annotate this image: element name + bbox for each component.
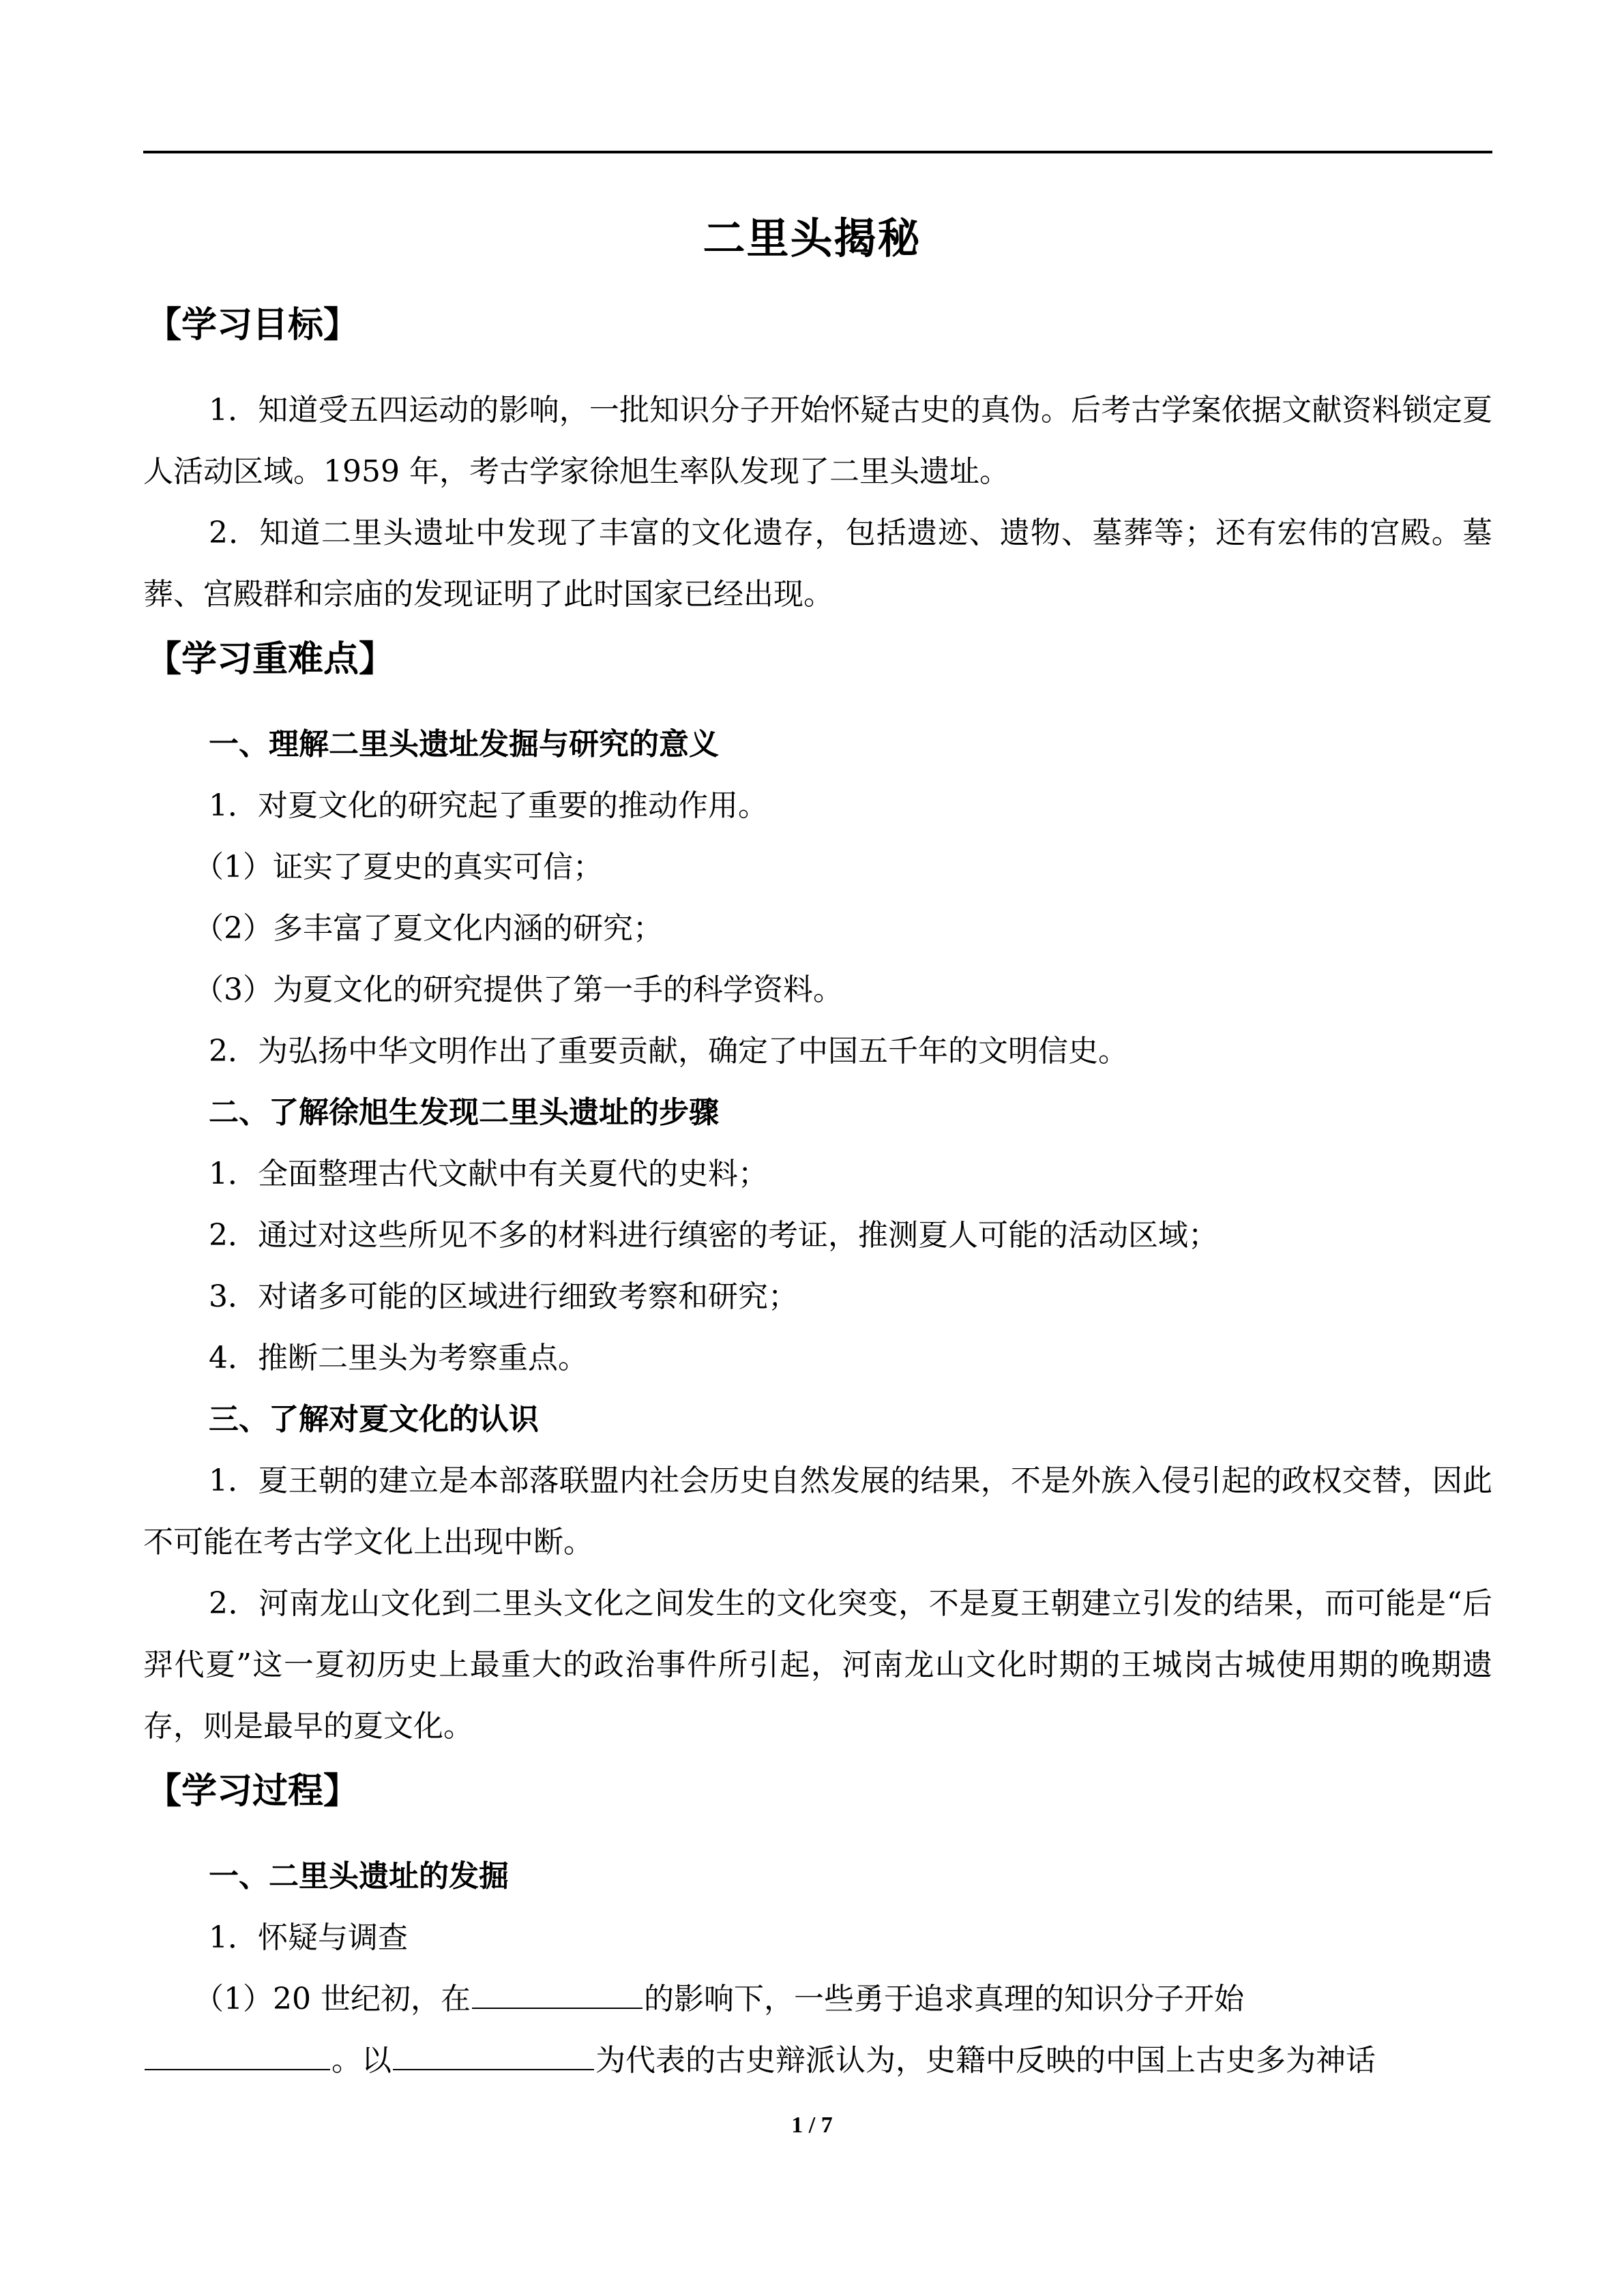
key-point-2-line-2: 2．通过对这些所见不多的材料进行缜密的考证，推测夏人可能的活动区域； — [209, 1218, 1218, 1253]
key-point-3-paragraph-1: 1．夏王朝的建立是本部落联盟内社会历史自然发展的结果，不是外族入侵引起的政权交替，因此不可能在考古学文化上出现中断。 — [143, 1463, 1492, 1560]
section-heading-key-points: 【学习重难点】 — [146, 638, 395, 680]
key-point-subheading-3: 三、了解对夏文化的认识 — [209, 1402, 539, 1437]
fill-text-1a: （1）20 世纪初，在 — [194, 1982, 471, 2016]
key-point-2-line-4: 4．推断二里头为考察重点。 — [209, 1341, 588, 1375]
objective-paragraph-2: 2．知道二里头遗址中发现了丰富的文化遗存，包括遗迹、遗物、墓葬等；还有宏伟的宫殿。墓葬、宫殿群和宗庙的发现证明了此时国家已经出现。 — [143, 516, 1492, 612]
key-point-subheading-1: 一、理解二里头遗址发掘与研究的意义 — [209, 727, 719, 762]
fill-blank-1[interactable] — [472, 1975, 643, 2009]
process-fill-line-1 — [143, 1969, 1492, 2030]
document-body — [143, 291, 1492, 2091]
fill-blank-2[interactable] — [145, 2036, 330, 2070]
fill-text-1b: 的影响下，一些勇于追求真理的知识分子开始 — [643, 1982, 1244, 2016]
section-heading-objectives: 【学习目标】 — [146, 304, 359, 346]
fill-text-2b: 为代表的古史辩派认为，史籍中反映的中国上古史多为神话 — [595, 2043, 1376, 2078]
key-point-1-line-2: （1）证实了夏史的真实可信； — [194, 850, 603, 884]
fill-blank-3[interactable] — [393, 2036, 594, 2070]
process-fill-line-2 — [143, 2030, 1492, 2091]
key-point-1-line-4: （3）为夏文化的研究提供了第一手的科学资料。 — [194, 972, 843, 1007]
key-point-1-line-3: （2）多丰富了夏文化内涵的研究； — [194, 911, 663, 946]
key-point-1-line-5: 2．为弘扬中华文明作出了重要贡献，确定了中国五千年的文明信史。 — [209, 1034, 1128, 1069]
key-point-2-line-3: 3．对诸多可能的区域进行细致考察和研究； — [209, 1279, 798, 1314]
key-point-1-line-1: 1．对夏文化的研究起了重要的推动作用。 — [209, 788, 768, 823]
process-subheading-1: 一、二里头遗址的发掘 — [209, 1859, 509, 1894]
page-title: 二里头揭秘 — [703, 213, 921, 263]
objective-paragraph-1: 1．知道受五四运动的影响，一批知识分子开始怀疑古史的真伪。后考古学案依据文献资料锁定夏人活动区域。1959 年，考古学家徐旭生率队发现了二里头遗址。 — [143, 393, 1492, 489]
key-point-subheading-2: 二、了解徐旭生发现二里头遗址的步骤 — [209, 1095, 719, 1130]
fill-text-2a: 。以 — [331, 2043, 392, 2078]
process-1-line-1: 1．怀疑与调查 — [209, 1920, 408, 1955]
header-rule — [143, 151, 1492, 153]
key-point-3-paragraph-2: 2．河南龙山文化到二里头文化之间发生的文化突变，不是夏王朝建立引发的结果，而可能是“后羿代夏”这一夏初历史上最重大的政治事件所引起，河南龙山文化时期的王城岗古城使用期的晚期遗存，则是最早的夏文化。 — [143, 1586, 1492, 1744]
page-number: 1 / 7 — [791, 2113, 833, 2138]
key-point-2-line-1: 1．全面整理古代文献中有关夏代的史料； — [209, 1157, 768, 1191]
section-heading-process: 【学习过程】 — [146, 1770, 359, 1812]
